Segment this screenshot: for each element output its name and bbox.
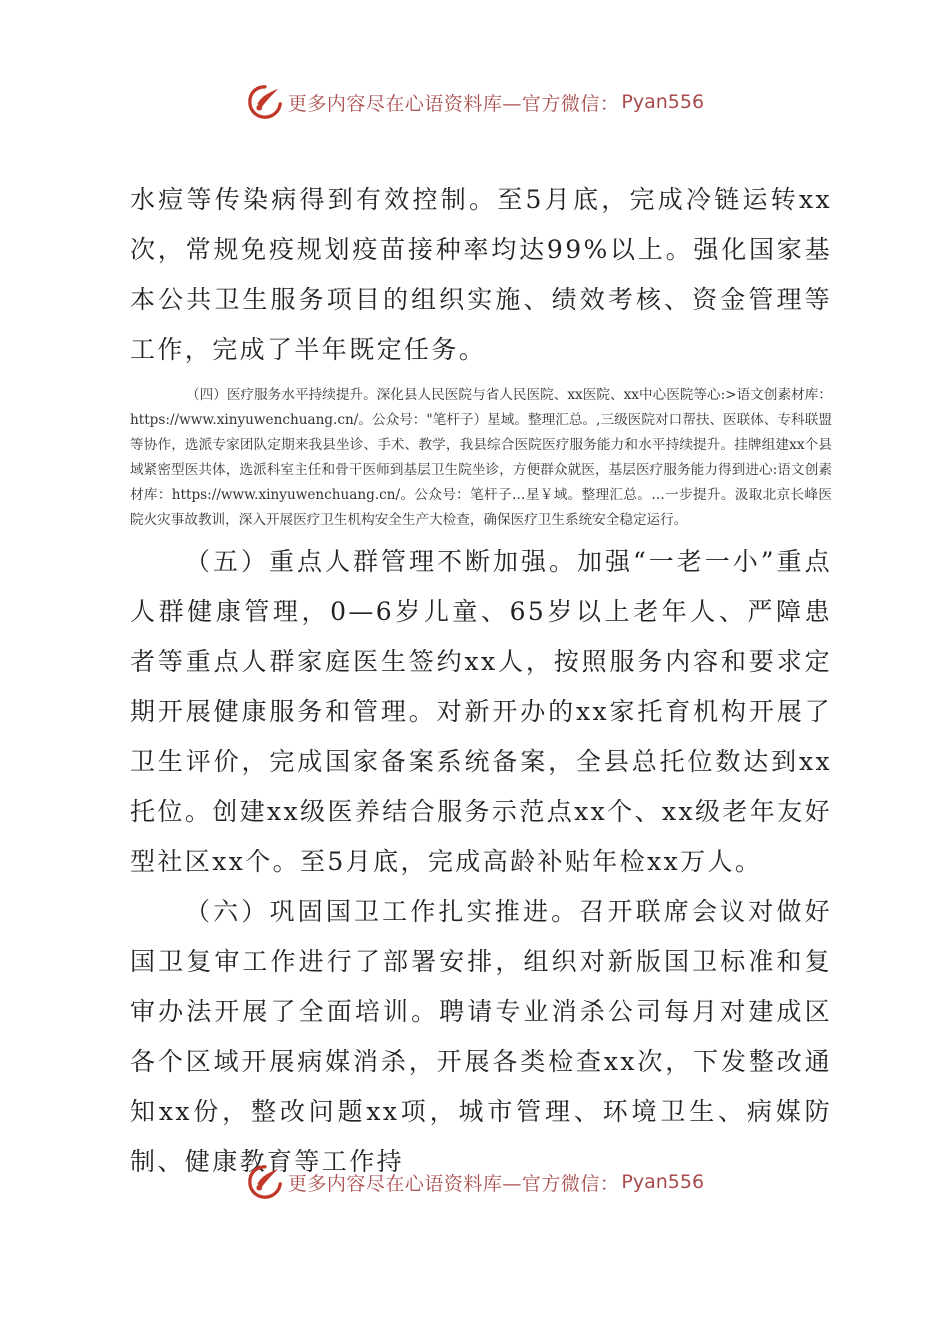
paragraph-key-populations: （五）重点人群管理不断加强。加强“一老一小”重点人群健康管理，0—6岁儿童、65岁以上老年人、严障患者等重点人群家庭医生签约xx人，按照服务内容和要求定期开展健康服务和管理。对新开办的xx家托育机构开展了卫生评价，完成国家备案系统备案，全县总托位数达到xx托位。创建xx级医养结合服务示范点xx个、xx级老年友好型社区xx个。至5月底，完成高龄补贴年检xx万人。 [130,547,832,876]
paragraph-national-health-city: （六）巩固国卫工作扎实推进。召开联席会议对做好国卫复审工作进行了部署安排，组织对新版国卫标准和复审办法开展了全面培训。聘请专业消杀公司每月对建成区各个区域开展病媒消杀，开展各类检查xx次，下发整改通知xx份，整改问题xx项，城市管理、环境卫生、病媒防制、健康教育等工作持 [130,897,832,1176]
footer-banner-text: 更多内容尽在心语资料库—官方微信： [287,1172,620,1195]
footer-wechat-id: Pyan556 [621,1171,705,1193]
paragraph-medical-services: （四）医疗服务水平持续提升。深化县人民医院与省人民医院、xx医院、xx中心医院等心:>语文创素材库：https://www.xinyuwenchuang.cn/。公众号："笔杆子）星域。整理汇总。,三级医院对口帮扶、医联体、专科联盟等协作，选派专家团队定期来我县坐诊、手术、教学，我县综合医院医疗服务能力和水平持续提升。挂牌组建xx个县域紧密型医共体，选派科室主任和骨干医师到基层卫生院坐诊，方便群众就医，基层医疗服务能力得到进心:语文创素材库：https://www.xinyuwenchuang.cn/。公众号：笔杆子…星￥域。整理汇总。…一步提升。汲取北京长峰医院火灾事故教训，深入开展医疗卫生机构安全生产大检查，确保医疗卫生系统安全稳定运行。 [130,387,832,528]
header-banner-text: 更多内容尽在心语资料库—官方微信： [287,92,620,115]
brush-logo-icon [246,1163,284,1201]
header-wechat-id: Pyan556 [621,91,705,113]
header-banner [0,80,950,124]
paragraph-continued: 水痘等传染病得到有效控制。至5月底，完成冷链运转xx次，常规免疫规划疫苗接种率均达99%以上。强化国家基本公共卫生服务项目的组织实施、绩效考核、资金管理等工作，完成了半年既定任务。 [130,185,832,364]
brush-logo-icon [246,83,284,121]
document-body [130,175,832,1187]
footer-banner [0,1160,950,1204]
